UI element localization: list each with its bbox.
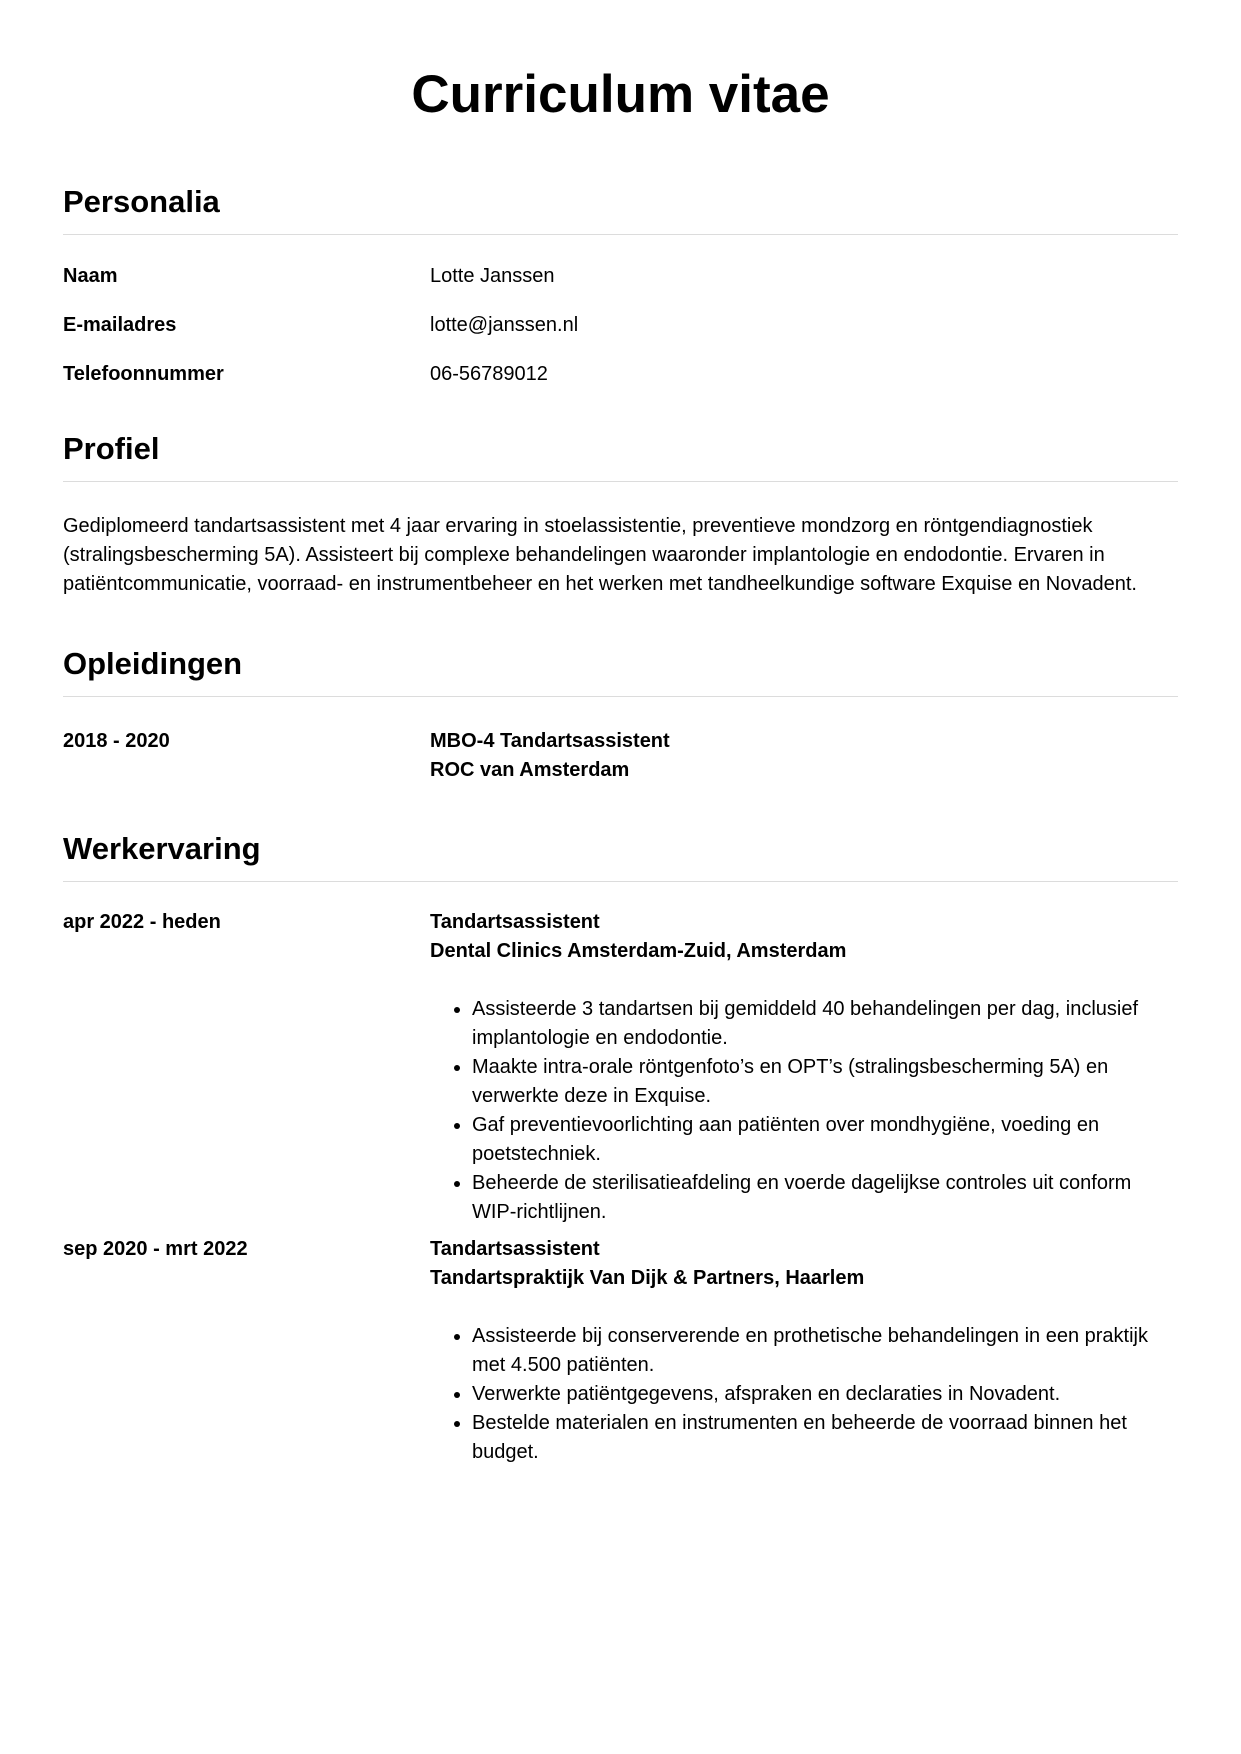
field-row-email bbox=[63, 311, 1178, 340]
list-item: • Assisteerde bij conserverende en prothetische behandelingen in een praktijk met 4.500 patiënten. bbox=[472, 1322, 1178, 1380]
work-duties-list bbox=[430, 1322, 1178, 1467]
werkervaring-section bbox=[63, 829, 1178, 1467]
list-item: • Verwerkte patiëntgegevens, afspraken en declaraties in Novadent. bbox=[472, 1380, 1178, 1409]
work-period: apr 2022 - heden bbox=[63, 911, 221, 933]
field-value: Lotte Janssen bbox=[430, 265, 555, 287]
personalia-heading: Personalia bbox=[63, 182, 1178, 235]
field-row-naam bbox=[63, 262, 1178, 291]
work-duties-list bbox=[430, 995, 1178, 1227]
field-row-telefoon bbox=[63, 360, 1178, 389]
document-title: Curriculum vitae bbox=[411, 65, 830, 124]
work-entry bbox=[63, 882, 1178, 1227]
profiel-heading: Profiel bbox=[63, 429, 1178, 482]
field-value: lotte@janssen.nl bbox=[430, 314, 579, 336]
field-label: Telefoonnummer bbox=[63, 363, 224, 385]
personalia-fields bbox=[63, 235, 1178, 389]
list-item: • Gaf preventievoorlichting aan patiënten over mondhygiëne, voeding en poetstechniek. bbox=[472, 1111, 1178, 1169]
field-value: 06-56789012 bbox=[430, 363, 548, 385]
work-entry bbox=[63, 1235, 1178, 1467]
profiel-section bbox=[63, 429, 1178, 599]
work-details bbox=[430, 1235, 1178, 1467]
list-item: • Beheerde de sterilisatieafdeling en voerde dagelijkse controles uit conform WIP-richtlijnen. bbox=[472, 1169, 1178, 1227]
work-employer: Tandartspraktijk Van Dijk & Partners, Haarlem bbox=[430, 1267, 865, 1289]
work-employer: Dental Clinics Amsterdam-Zuid, Amsterdam bbox=[430, 940, 847, 962]
list-item: • Bestelde materialen en instrumenten en beheerde de voorraad binnen het budget. bbox=[472, 1409, 1178, 1467]
list-item: • Maakte intra-orale röntgenfoto’s en OPT’s (stralingsbescherming 5A) en verwerkte deze in Exquise. bbox=[472, 1053, 1178, 1111]
field-label: E-mailadres bbox=[63, 314, 177, 336]
opleidingen-section bbox=[63, 644, 1178, 785]
work-details bbox=[430, 908, 1178, 1227]
opleidingen-heading: Opleidingen bbox=[63, 644, 1178, 697]
education-details bbox=[430, 727, 1178, 785]
field-label: Naam bbox=[63, 265, 118, 287]
work-role: Tandartsassistent bbox=[430, 1238, 600, 1260]
list-item: • Assisteerde 3 tandartsen bij gemiddeld 40 behandelingen per dag, inclusief implantologie en endodontie. bbox=[472, 995, 1178, 1053]
profile-text: Gediplomeerd tandartsassistent met 4 jaar ervaring in stoelassistentie, preventieve mondzorg en röntgendiagnostiek (stralingsbescherming 5A). Assisteert bij complexe behandelingen waaronder implantologie en endodontie. Ervaren in patiëntcommunicatie, voorraad- en instrumentbeheer en het werken met tandheelkundige software Exquise en Novadent. bbox=[63, 515, 1137, 595]
education-school: ROC van Amsterdam bbox=[430, 759, 630, 781]
work-period: sep 2020 - mrt 2022 bbox=[63, 1238, 248, 1260]
werkervaring-heading: Werkervaring bbox=[63, 829, 1178, 882]
education-degree: MBO-4 Tandartsassistent bbox=[430, 730, 670, 752]
work-role: Tandartsassistent bbox=[430, 911, 600, 933]
personalia-section bbox=[63, 182, 1178, 389]
education-entry bbox=[63, 697, 1178, 785]
education-period: 2018 - 2020 bbox=[63, 730, 170, 752]
